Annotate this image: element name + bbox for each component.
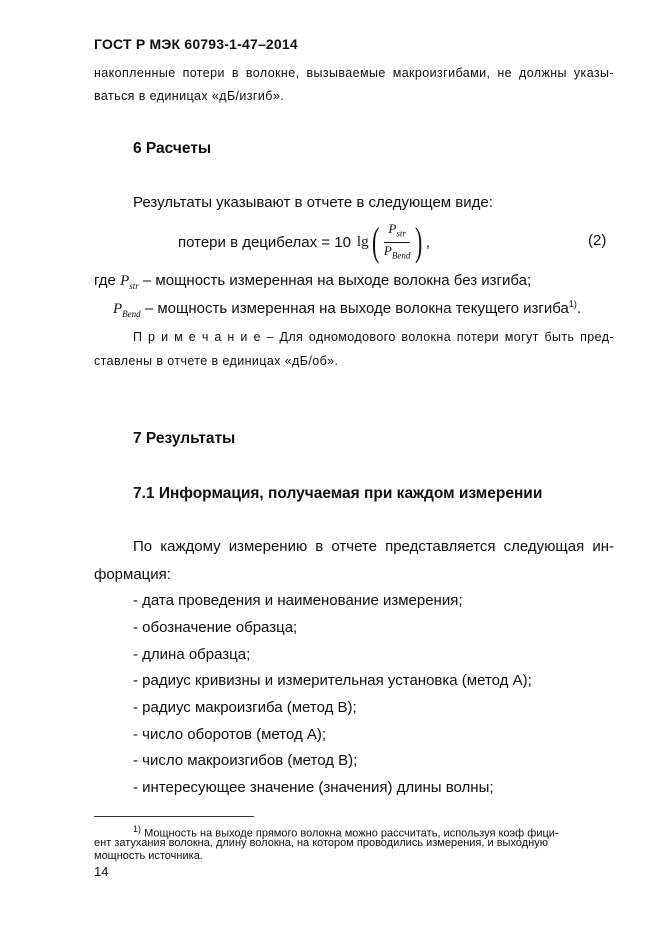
footnote-line-2: ент затухания волокна, длину волокна, на котором проводились измерения, и выходную bbox=[94, 837, 548, 849]
list-item: - дата проведения и наименование измерения; bbox=[133, 592, 463, 609]
list-item: - число оборотов (метод А); bbox=[133, 726, 327, 743]
section-6-title: 6 Расчеты bbox=[133, 140, 212, 157]
section-7-lead-line-2: формация: bbox=[94, 566, 171, 583]
section-6-lead: Результаты указывают в отчете в следующем виде: bbox=[133, 194, 493, 211]
footnote-line-3: мощность источника. bbox=[94, 850, 203, 862]
section-7-1-title: 7.1 Информация, получаемая при каждом измерении bbox=[133, 485, 543, 502]
section-7-title: 7 Результаты bbox=[133, 430, 236, 447]
list-item: - интересующее значение (значения) длины волны; bbox=[133, 779, 494, 796]
note-line-2: ставлены в отчете в единицах «дБ/об». bbox=[94, 354, 339, 368]
intro-paragraph bbox=[94, 66, 614, 80]
formula-lhs: потери в децибелах = 10 bbox=[178, 233, 351, 251]
formula-number: (2) bbox=[588, 232, 607, 249]
formula-func: lg bbox=[356, 233, 369, 250]
where-line-1: где $P_{str}$ – мощность измеренная на выходе волокна без изгиба; bbox=[94, 272, 532, 291]
page-number: 14 bbox=[94, 864, 109, 879]
footnote-line-1: $^{1)}$ Мощность на выходе прямого волокна можно рассчитать, используя коэф фици- bbox=[133, 824, 559, 840]
formula-left-paren: ( bbox=[371, 219, 379, 264]
where-line-2: $P_{Bend}$ – мощность измеренная на выходе волокна текущего изгиба$^{1)}$. bbox=[113, 299, 582, 319]
formula-right-paren: ) bbox=[415, 219, 423, 264]
formula-numerator: $P_{str}$ bbox=[384, 221, 409, 243]
intro-line-1: накопленные потери в волокне, вызываемые макроизгибами, не должны указы- bbox=[94, 66, 614, 80]
section-7-lead-line-1: По каждому измерению в отчете представляется следующая ин- bbox=[133, 538, 614, 555]
footnote-marker: 1) bbox=[133, 824, 142, 834]
formula bbox=[178, 219, 430, 264]
list-item: - число макроизгибов (метод В); bbox=[133, 752, 358, 769]
formula-trailing: , bbox=[425, 233, 430, 251]
intro-line-2: ваться в единицах «дБ/изгиб». bbox=[94, 89, 285, 103]
list-item: - длина образца; bbox=[133, 646, 251, 663]
list-item: - обозначение образца; bbox=[133, 619, 298, 636]
section-7-lead bbox=[133, 538, 614, 555]
footnote-divider bbox=[94, 816, 254, 817]
formula-denominator: $P_{Bend}$ bbox=[383, 242, 411, 261]
note-label: П р и м е ч а н и е bbox=[133, 330, 261, 344]
list-item: - радиус кривизны и измерительная установка (метод А); bbox=[133, 672, 532, 689]
document-header: ГОСТ Р МЭК 60793-1-47–2014 bbox=[94, 36, 298, 52]
formula-fraction bbox=[380, 221, 414, 263]
list-item: - радиус макроизгиба (метод В); bbox=[133, 699, 357, 716]
note-paragraph bbox=[133, 330, 614, 344]
note-line-1: П р и м е ч а н и е – Для одномодового волокна потери могут быть пред- bbox=[133, 330, 614, 344]
